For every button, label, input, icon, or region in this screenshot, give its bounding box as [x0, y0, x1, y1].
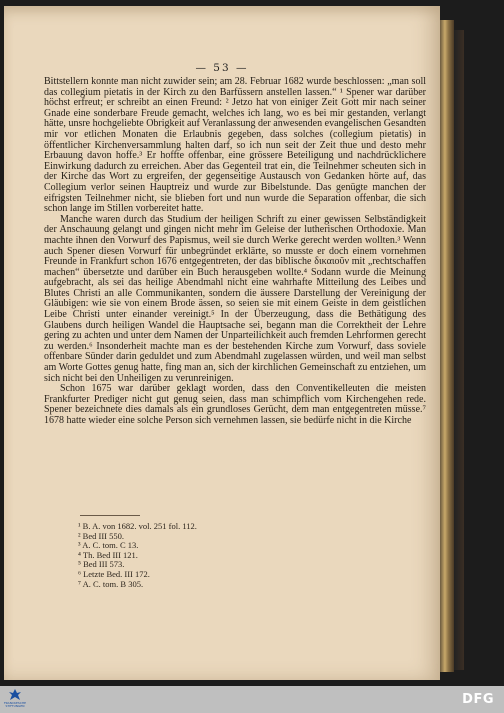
footnotes [78, 522, 378, 589]
paragraph-1: Bittstellern konnte man nicht zuwider sein; am 28. Februar 1682 wurde beschlossen: „man soll das collegium pietatis in der Kirch zu den Barfüssern anstellen lassen.“ ¹ Spener war darüber höchst erfreut; er schreibt an einen Freund: ² Jetzo hat von einiger Zeit Gott mir nach seiner Gnade eine sonderbare Freude gemacht, welches ich lang, wo es bei mir gestanden, verlangt hätte, unsre hochgeliebte Obrigkeit auf Veranlassung der anwesenden evangelischen Gesandten mir vor etlichen Monaten die Erlaubnis gegeben, dass solches (collegium pietatis) in öffentlicher Kirchenversammlung halten darf, so ich nun seit der Zeit thue und desto mehr Erbauung davon hoffe.³ Er hoffte offenbar, eine grössere Beteiligung und nachdrücklichere Einwirkung dadurch zu erreichen. Aber das Gegenteil trat ein, die Teilnehmer scheuten sich in der Kirche das Wort zu ergreifen, der gegenseitige Austausch von Gedanken hörte auf, das Collegium verlor seinen Hauptreiz und wurde zur Bibelstunde. Das genügte manchen der eifrigsten Teilnehmer nicht, sie blieben fort und nun wurde die Separation offenbar, die sich schon lange im Stillen vorbereitet hatte. [44, 76, 426, 215]
viewer-footer-bar [0, 686, 504, 713]
footnote-2: ² Bed III 550. [78, 530, 124, 541]
paragraph-2: Manche waren durch das Studium der heiligen Schrift zu einer gewissen Selbständigkeit der Anschauung gelangt und gingen nicht mehr im Geleise der lutherischen Orthodoxie. Man machte ihnen den Vorwurf des Papismus, weil sie durch Werke gerecht werden wollten.³ Wenn auch Spener diesen Vorwurf für unbegründet erklärte, so musste er doch einem vornehmen Freunde in Frankfurt schon 1676 entgegentreten, der das biblische δικαιοῦν mit „rechtschaffen machen“ übersetzte und darüber ein Buch herausgeben wollte.⁴ Sodann wurde die Meinung aufgebracht, als sei das heilige Abendmahl nicht eine wahrhafte Mitteilung des Leibes und Blutes Christi an alle Communikanten, sondern die äussere Darstellung der Vereinigung der Gläubigen: wie sie von einem Brode ässen, so seien sie mit einem Geiste in dem geistlichen Leibe Christi unter einander vereinigt.⁵ In der Überzeugung, dass die Bethätigung des Glaubens durch heiligen Wandel die Hauptsache sei, begann man die Correktheit der Lehre gering zu achten und unter dem Namen der Unparteilichkeit auch fremden Lehrformen gerecht zu werden.⁶ Insonderheit machte man es der bestehenden Kirche zum Vorwurf, dass soviele offenbare Sünder darin geduldet und zum Abendmahl zugelassen würden, und weil man selbst am Worte Gottes genug hatte, fing man an, sich der kirchlichen Gemeinschaft zu entziehen, um sich nicht bei den Unheiligen zu verunreinigen. [44, 213, 426, 384]
footnote-3: ³ A. C. tom. C 13. [78, 540, 139, 551]
footnote-5: ⁵ Bed III 573. [78, 559, 125, 570]
book-cover-edge [454, 30, 464, 670]
eagle-icon [8, 688, 22, 702]
footnote-7: ⁷ A. C. tom. B 305. [78, 578, 144, 589]
dfg-logo[interactable]: DFG [462, 692, 494, 707]
footnote-1: ¹ B. A. von 1682. vol. 251 fol. 112. [78, 521, 197, 531]
footnote-divider [80, 515, 140, 516]
main-text [44, 77, 426, 427]
paragraph-3: Schon 1675 war darüber geklagt worden, dass den Conventikelleuten die meisten Frankfurter Prediger nicht gut genug seien, dass man schimpflich vom Kirchengehen rede. Spener bezeichnete dies damals als ein grundloses Gerücht, dem man entgegentreten müsse.⁷ 1678 hatte wieder eine solche Person sich vernehmen lassen, sie bedürfe nicht in die Kirche [44, 383, 426, 426]
footnote-6: ⁶ Letzte Bed. III 172. [78, 568, 150, 579]
book-spine [440, 20, 454, 672]
institution-logo-label: FRANCKESCHE STIFTUNGEN [3, 701, 27, 708]
institution-logo[interactable] [2, 688, 28, 711]
page-number: — 53 — [195, 62, 249, 74]
footnote-4: ⁴ Th. Bed III 121. [78, 549, 138, 560]
